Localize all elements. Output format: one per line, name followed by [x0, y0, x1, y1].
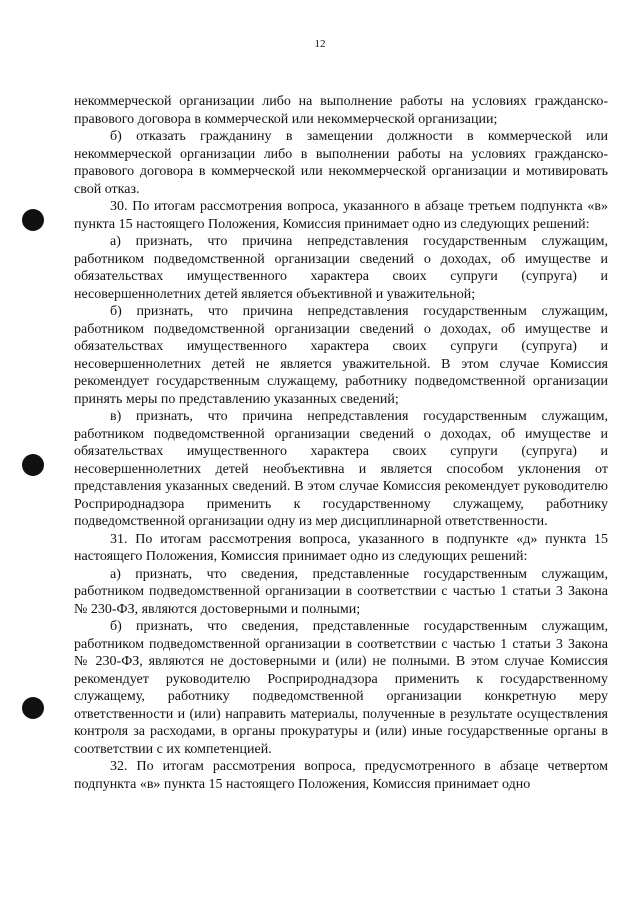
paragraph-32: 32. По итогам рассмотрения вопроса, предусмотренного в абзаце четвертом подпункта «в» пункта 15 настоящего Положения, Комиссия принимает одно: [74, 759, 608, 792]
paragraph-30a: а) признать, что причина непредставления государственным служащим, работником подведомственной организации сведений о доходах, об имуществе и обязательствах имущественного характера своих супруги (супруга) и несовершеннолетних детей является объективной и уважительной;: [74, 234, 608, 302]
paragraph-29b: б) отказать гражданину в замещении должности в коммерческой или некоммерческой организации либо в выполнении работы на условиях гражданско-правового договора в коммерческой или некоммерческой организации и мотивировать свой отказ.: [74, 129, 608, 197]
paragraph-31: 31. По итогам рассмотрения вопроса, указанного в подпункте «д» пункта 15 настоящего Положения, Комиссия принимает одно из следующих решений:: [74, 531, 608, 564]
paragraph-31a: а) признать, что сведения, представленные государственным служащим, работником подведомственной организации в соответствии с частью 1 статьи 3 Закона № 230-ФЗ, являются достоверными и полными;: [74, 566, 608, 617]
binder-hole-middle: [22, 454, 44, 476]
document-body: [74, 93, 608, 793]
paragraph-30: 30. По итогам рассмотрения вопроса, указанного в абзаце третьем подпункта «в» пункта 15 настоящего Положения, Комиссия принимает одно из следующих решений:: [74, 199, 608, 232]
paragraph-30v: в) признать, что причина непредставления государственным служащим, работником подведомственной организации сведений о доходах, об имуществе и обязательствах имущественного характера своих супруги (супруга) и несовершеннолетних детей необъективна и является способом уклонения от представления указанных сведений. В этом случае Комиссия рекомендует руководителю Росприроднадзора применить к государственному служащему, работнику подведомственной организации одну из мер дисциплинарной ответственности.: [74, 409, 608, 529]
paragraph-30b: б) признать, что причина непредставления государственным служащим, работником подведомственной организации сведений о доходах, об имуществе и обязательствах имущественного характера своих супруги (супруга) и несовершеннолетних детей не является уважительной. В этом случае Комиссия рекомендует государственным служащему, работнику подведомственной организации принять меры по представлению указанных сведений;: [74, 304, 608, 407]
binder-hole-top: [22, 209, 44, 231]
binder-hole-bottom: [22, 697, 44, 719]
paragraph-continuation: некоммерческой организации либо на выполнение работы на условиях гражданско-правового договора в коммерческой или некоммерческой организации;: [74, 94, 608, 127]
paragraph-31b: б) признать, что сведения, представленные государственным служащим, работником подведомственной организации в соответствии с частью 1 статьи 3 Закона № 230-ФЗ, являются не достоверными и (или) не полными. В этом случае Комиссия рекомендует руководителю Росприроднадзора применить к государственному служащему, работнику подведомственной организации конкретную меру ответственности и (или) направить материалы, полученные в результате осуществления контроля за расходами, в органы прокуратуры и (или) иные государственные органы в соответствии с их компетенцией.: [74, 619, 608, 757]
page-number: 12: [314, 38, 326, 50]
